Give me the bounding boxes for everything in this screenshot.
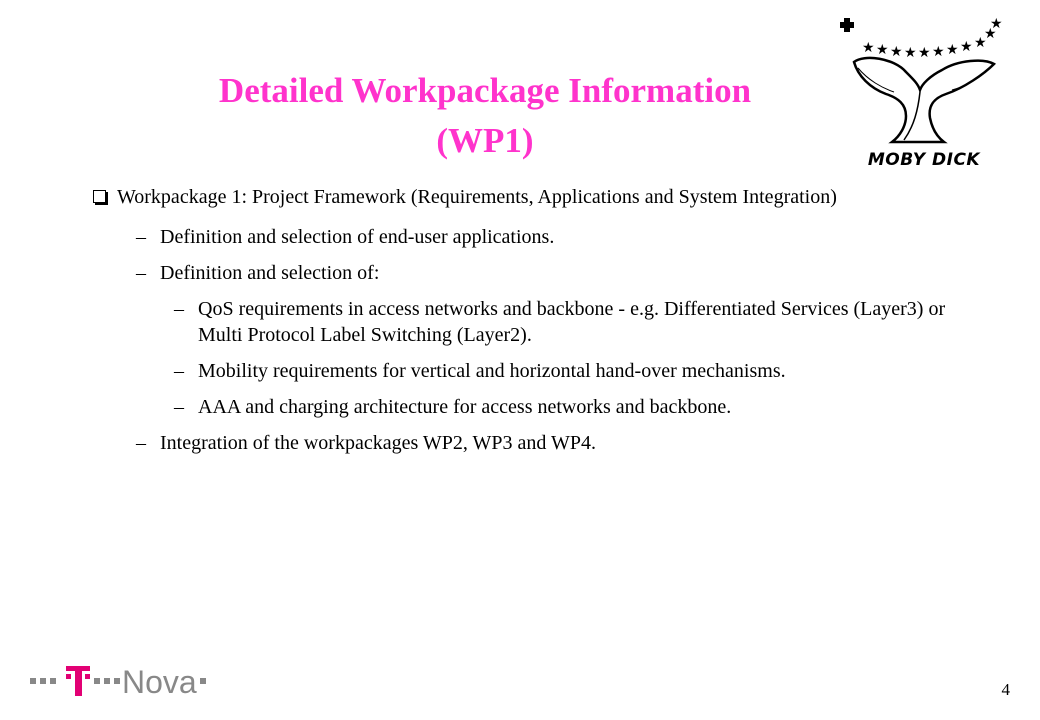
slide-body	[90, 184, 970, 466]
dash-icon: –	[136, 262, 146, 284]
list-item-text: Integration of the workpackages WP2, WP3 and WP4.	[160, 432, 597, 454]
list-item	[90, 224, 970, 250]
dash-icon: –	[136, 432, 146, 454]
dash-icon: –	[174, 396, 184, 418]
svg-text:★: ★	[932, 44, 945, 60]
logo-caption: MOBY DICK	[867, 150, 981, 170]
title-line-1: Detailed Workpackage Information	[218, 71, 752, 110]
list-item-text: Definition and selection of end-user applications.	[160, 226, 555, 248]
svg-text:★: ★	[990, 16, 1003, 32]
svg-text:★: ★	[862, 40, 875, 56]
sub-list-item	[90, 358, 970, 384]
svg-text:★: ★	[890, 44, 903, 60]
moby-dick-logo	[834, 14, 1014, 170]
slide-title	[120, 66, 850, 166]
list-item-text: QoS requirements in access networks and backbone - e.g. Differentiated Services (Layer3) or Multi Protocol Label Switching (Layer2).	[198, 298, 946, 346]
svg-text:★: ★	[918, 45, 931, 61]
page-number: 4	[1001, 680, 1010, 699]
dash-icon: –	[174, 360, 184, 382]
title-line-2: (WP1)	[436, 121, 534, 160]
sub-list-item	[90, 296, 970, 348]
bullet-workpackage-1	[90, 184, 970, 210]
list-item-text: Mobility requirements for vertical and horizontal hand-over mechanisms.	[198, 360, 786, 382]
list-item-text: AAA and charging architecture for access networks and backbone.	[198, 396, 732, 418]
t-nova-logo	[30, 660, 240, 700]
svg-text:Nova: Nova	[122, 664, 197, 700]
list-item	[90, 260, 970, 286]
sub-list-item	[90, 394, 970, 420]
list-item-text: Definition and selection of:	[160, 262, 380, 284]
list-item	[90, 430, 970, 456]
dash-icon: –	[136, 226, 146, 248]
svg-text:★: ★	[946, 42, 959, 58]
svg-text:★: ★	[974, 35, 987, 51]
svg-text:★: ★	[984, 26, 997, 42]
svg-text:★: ★	[904, 45, 917, 61]
dash-icon: –	[174, 298, 184, 320]
svg-text:★: ★	[876, 42, 889, 58]
checkbox-bullet-icon	[93, 190, 106, 203]
svg-text:★: ★	[960, 39, 973, 55]
bullet-text: Workpackage 1: Project Framework (Requirements, Applications and System Integration)	[117, 186, 837, 208]
whale-tail-icon	[834, 14, 1014, 149]
